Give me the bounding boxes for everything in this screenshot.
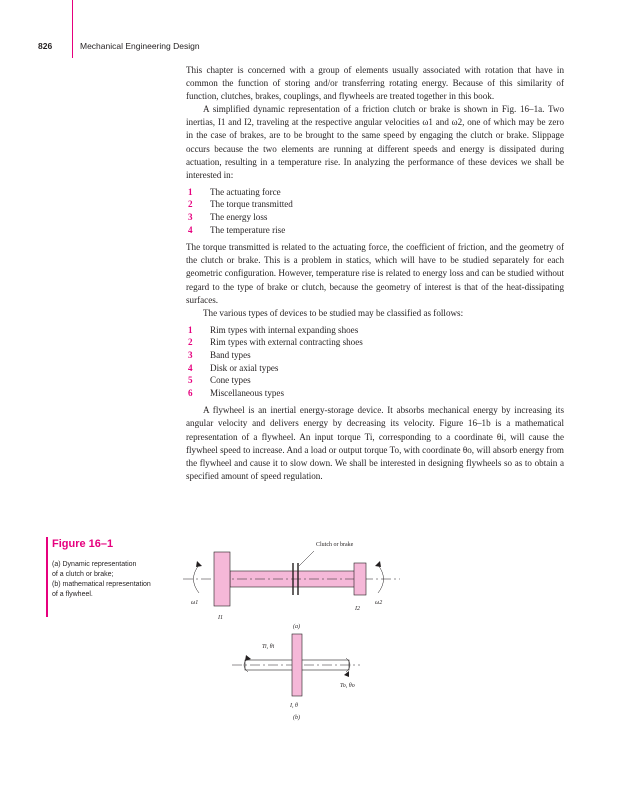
caption-line: (a) Dynamic representation	[52, 561, 137, 568]
i1-label: I1	[218, 615, 223, 621]
inertia-i2-disk	[354, 563, 366, 595]
list-number: 2	[188, 199, 193, 210]
list-text: Miscellaneous types	[210, 387, 284, 398]
clutch-diagram	[183, 542, 400, 630]
list-text: The temperature rise	[210, 224, 286, 235]
paragraph-4: The various types of devices to be studied may be classified as follows:	[203, 307, 464, 318]
list-number: 3	[188, 212, 193, 223]
list-text: Cone types	[210, 375, 251, 386]
flywheel-disk	[292, 634, 302, 696]
inertia-i1-disk	[214, 552, 230, 606]
list-number: 2	[188, 337, 193, 348]
omega2-label: ω2	[375, 600, 383, 606]
subfigure-a-label: (a)	[293, 624, 300, 630]
paragraph-2: A simplified dynamic representation of a friction clutch or brake is shown in Fig. 16–1a. Two inertias, I1 and I2, traveling at the respective angular velocities ω1 and ω2, one of which may be zero in the case of brakes, are to be brought to the same speed by engaging the clutch or brake. Slippage occurs because the two elements are running at different speeds and energy is dissipated during actuation, resulting in a temperature rise. In analyzing the performance of these devices we shall be interested in:	[186, 104, 564, 180]
list-number: 3	[188, 349, 193, 360]
flywheel-diagram	[232, 634, 360, 721]
list-number: 6	[188, 387, 193, 398]
list-number: 4	[188, 224, 193, 235]
flywheel-inertia-label: I, θ	[290, 703, 298, 709]
page-number: 826	[38, 41, 53, 51]
list-text: The energy loss	[210, 212, 268, 223]
subfigure-b-label: (b)	[293, 715, 300, 721]
output-torque-label: To, θo	[340, 683, 355, 689]
figure-label: Figure 16–1	[52, 538, 114, 550]
caption-line: (b) mathematical representation	[52, 581, 151, 588]
clutch-leader-line	[299, 551, 314, 566]
list-text: Band types	[210, 349, 251, 360]
book-title: Mechanical Engineering Design	[80, 41, 200, 51]
output-torque-arrowhead-icon	[344, 671, 349, 677]
list-number: 4	[188, 362, 193, 373]
omega1-label: ω1	[191, 600, 199, 606]
input-torque-label: Ti, θi	[262, 644, 275, 650]
clutch-label: Clutch or brake	[316, 542, 354, 548]
paragraph-3: The torque transmitted is related to the actuating force, the coefficient of friction, and the geometry of the clutch or brake. This is a problem in statics, which will have to be studied separately for each geometric configuration. However, temperature rise is related to energy loss and can be studied without regard to the type of brake or clutch, because the geometry of interest is that of the heat-dissipating surfaces.	[186, 242, 564, 305]
list-number: 1	[188, 186, 193, 197]
i2-label: I2	[355, 606, 360, 612]
omega2-arrowhead-icon	[375, 561, 381, 567]
list-number: 5	[188, 375, 193, 386]
list-text: Rim types with internal expanding shoes	[210, 324, 359, 335]
list-text: Disk or axial types	[210, 362, 279, 373]
list-text: Rim types with external contracting shoes	[210, 337, 363, 348]
omega1-arrowhead-icon	[196, 561, 202, 567]
list-text: The torque transmitted	[210, 199, 293, 210]
caption-line: of a clutch or brake;	[52, 571, 114, 578]
list-number: 1	[188, 324, 193, 335]
paragraph-5: A flywheel is an inertial energy-storage device. It absorbs mechanical energy by increasing its angular velocity and delivers energy by decreasing its velocity. Figure 16–1b is a mathematical representation of a flywheel. An input torque Ti, corresponding to a coordinate θi, will cause the flywheel speed to increase. And a load or output torque To, with coordinate θo, will absorb energy from the flywheel and cause it to slow down. We shall be interested in designing flywheels so as to obtain a specified amount of speed regulation.	[186, 405, 564, 481]
caption-line: of a flywheel.	[52, 591, 93, 598]
paragraph-1: This chapter is concerned with a group of elements usually associated with rotation that have in common the function of storing and/or transferring rotating energy. Because of this similarity of function, clutches, brakes, couplings, and flywheels are treated together in this book.	[186, 65, 564, 102]
list-text: The actuating force	[210, 186, 281, 197]
